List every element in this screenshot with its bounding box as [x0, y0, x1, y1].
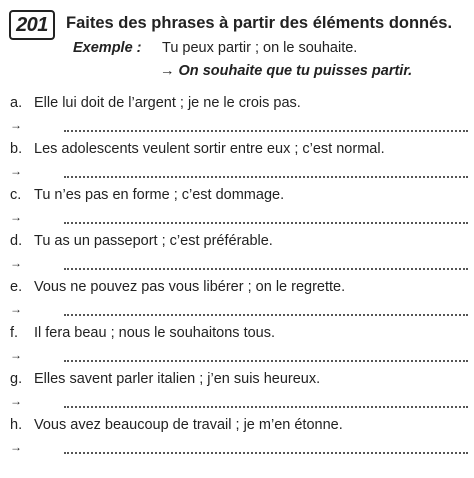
- item-letter: h.: [10, 417, 23, 433]
- answer-line[interactable]: [64, 452, 468, 454]
- answer-line[interactable]: [64, 268, 468, 270]
- item-letter: e.: [10, 279, 23, 295]
- answer-line[interactable]: [64, 406, 468, 408]
- answer-line[interactable]: [64, 130, 468, 132]
- exercise-item-d: [0, 233, 474, 279]
- exercise-title: Faites des phrases à partir des éléments donnés.: [66, 14, 453, 32]
- exercise-item-c: [0, 187, 474, 233]
- answer-line[interactable]: [64, 360, 468, 362]
- item-sentence: Elle lui doit de l’argent ; je ne le crois pas.: [34, 95, 301, 111]
- arrow-icon: →: [10, 118, 22, 132]
- example-answer: → On souhaite que tu puisses partir.: [160, 63, 413, 79]
- item-letter: d.: [10, 233, 23, 249]
- item-letter: b.: [10, 141, 23, 157]
- arrow-icon: →: [10, 302, 22, 316]
- exercise-item-b: [0, 141, 474, 187]
- item-sentence: Il fera beau ; nous le souhaitons tous.: [34, 325, 276, 341]
- item-letter: f.: [10, 325, 19, 341]
- item-sentence: Les adolescents veulent sortir entre eux ; c’est normal.: [34, 141, 385, 157]
- arrow-icon: →: [10, 440, 22, 454]
- exercise-item-a: [0, 95, 474, 141]
- item-sentence: Vous avez beaucoup de travail ; je m’en étonne.: [34, 417, 343, 433]
- item-letter: c.: [10, 187, 22, 203]
- arrow-icon: →: [10, 164, 22, 178]
- exercise-number: 201: [9, 10, 55, 40]
- item-sentence: Elles savent parler italien ; j’en suis heureux.: [34, 371, 321, 387]
- arrow-icon: →: [10, 256, 22, 270]
- example-label: Exemple :: [73, 40, 142, 56]
- arrow-icon: →: [10, 394, 22, 408]
- exercise-item-g: [0, 371, 474, 417]
- item-letter: g.: [10, 371, 23, 387]
- exercise-item-f: [0, 325, 474, 371]
- exercise-item-h: [0, 417, 474, 463]
- exercise-item-e: [0, 279, 474, 325]
- answer-line[interactable]: [64, 222, 468, 224]
- arrow-icon: →: [10, 348, 22, 362]
- item-sentence: Tu n’es pas en forme ; c’est dommage.: [34, 187, 285, 203]
- item-sentence: Tu as un passeport ; c’est préférable.: [34, 233, 273, 249]
- answer-line[interactable]: [64, 176, 468, 178]
- item-sentence: Vous ne pouvez pas vous libérer ; on le regrette.: [34, 279, 346, 295]
- arrow-icon: →: [10, 210, 22, 224]
- answer-line[interactable]: [64, 314, 468, 316]
- example-text: Tu peux partir ; on le souhaite.: [162, 40, 358, 56]
- item-letter: a.: [10, 95, 23, 111]
